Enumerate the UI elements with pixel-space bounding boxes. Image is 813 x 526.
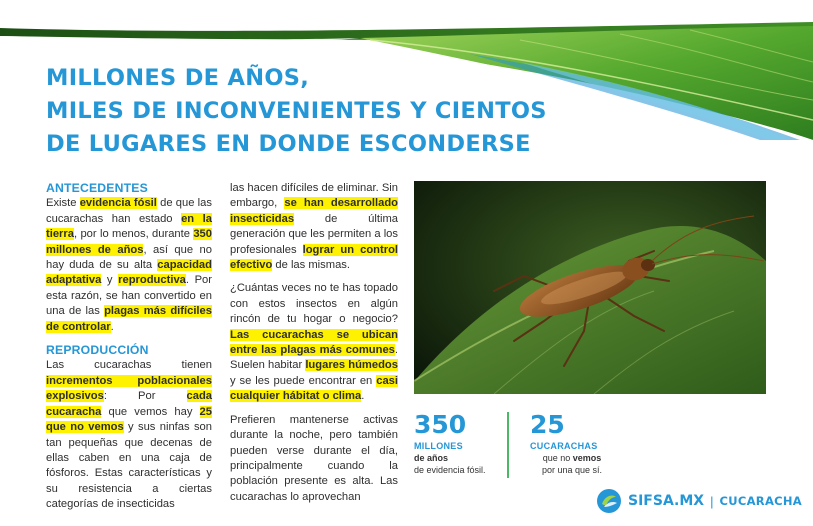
highlighted-text: lograr un control efectivo (230, 243, 399, 272)
highlighted-text: se han desarrollado insecticidas (230, 197, 399, 225)
reproduccion-paragraph-2 (230, 281, 398, 404)
title-line-1: MILLONES DE AÑOS, (46, 65, 310, 91)
body-text: que vemos hay (101, 405, 200, 418)
stat-sub-part-2: vemos (572, 453, 602, 463)
stat-label: CUCARACHAS (530, 441, 598, 451)
body-text: ¿Cuántas veces no te has topado con estos insectos en algún rincón de tu hogar o negocio? (230, 282, 398, 326)
stat-label: MILLONES (414, 441, 463, 451)
body-text: . (110, 320, 114, 333)
stat-sub-part-3: por una que sí. (541, 465, 603, 475)
body-text: y (101, 274, 119, 287)
body-text: Existe (46, 197, 80, 210)
highlighted-text: lugares húmedos (305, 359, 398, 372)
body-text: las hacen difíciles de eliminar. Sin embargo, (230, 182, 398, 210)
stat-number: 25 (530, 410, 565, 439)
highlighted-text: 350 millones de años (46, 228, 212, 256)
title-line-3: DE LUGARES EN DONDE ESCONDERSE (46, 131, 531, 157)
footer-section-name: CUCARACHA (719, 494, 803, 508)
body-text: de las mismas. (272, 259, 350, 272)
reproduccion-paragraph-1-continued (230, 181, 398, 273)
highlighted-text: capacidad adaptativa (46, 259, 212, 287)
sifsa-logo-icon (596, 488, 622, 514)
body-text: de que las cucarachas han estado (46, 197, 212, 225)
highlighted-text: casi cualquier hábitat o clima (230, 374, 398, 403)
body-text: . (361, 390, 365, 403)
stats-divider (507, 412, 509, 478)
highlighted-text: reproductiva (118, 274, 186, 287)
highlighted-text: Las cucarachas se ubican entre las plagas más comunes (230, 328, 398, 357)
highlighted-text: en la tierra (46, 212, 212, 241)
stat-number: 350 (414, 410, 467, 439)
stat-sub-part-1: que no (542, 453, 573, 463)
body-text: Las cucarachas tienen (46, 359, 212, 372)
highlighted-text: cada cucaracha (46, 390, 212, 418)
brand-name[interactable]: SIFSA.MX (628, 493, 705, 509)
body-text: de última generación que les permiten a los profesionales (230, 212, 398, 256)
footer-separator: | (710, 493, 714, 509)
stat-350-million-years (414, 410, 504, 476)
stat-sublabel: de evidencia fósil. (414, 465, 486, 475)
highlighted-text: incrementos poblacionales explosivos (46, 374, 212, 403)
section-heading-reproduccion: REPRODUCCIÓN (46, 343, 149, 358)
footer-brand (596, 487, 802, 515)
body-text: y sus ninfas son tan pequeñas que decenas de ellas caben en una caja de fósforos. Estas características y su resistencia a ciertas categorías de insecticidas (46, 421, 212, 511)
highlighted-text: 25 que no vemos (46, 405, 212, 434)
body-text: , así que no hay duda de su alta (46, 243, 212, 272)
body-text: : Por (103, 390, 187, 403)
body-text: , por lo menos, durante (74, 228, 194, 241)
stat-sublabel (530, 452, 614, 476)
text-column-1 (46, 181, 212, 513)
page-title (46, 62, 566, 161)
section-heading-antecedentes: ANTECEDENTES (46, 181, 148, 195)
stat-sublabel-bold: de años (414, 453, 449, 463)
highlighted-text: plagas más difíciles de controlar (46, 305, 212, 333)
body-text: y se les puede encontrar en (230, 374, 377, 387)
reproduccion-paragraph-3 (230, 413, 398, 505)
stat-25-cockroaches (530, 410, 620, 476)
antecedentes-paragraph (46, 196, 212, 335)
highlighted-text: evidencia fósil (79, 197, 157, 210)
body-text: . Suelen habitar (230, 344, 398, 372)
title-line-2: MILES DE INCONVENIENTES Y CIENTOS (46, 98, 547, 124)
cockroach-photo (414, 181, 766, 394)
body-text: . Por esta razón, se han convertido en una de las (46, 274, 212, 318)
text-column-2 (230, 181, 398, 505)
body-text: Prefieren mantenerse activas durante la noche, pero también pueden verse durante el día, principalmente cuando la población presente es alta. Las cucarachas lo aprovechan (230, 413, 398, 503)
reproduccion-paragraph-1 (46, 358, 212, 512)
